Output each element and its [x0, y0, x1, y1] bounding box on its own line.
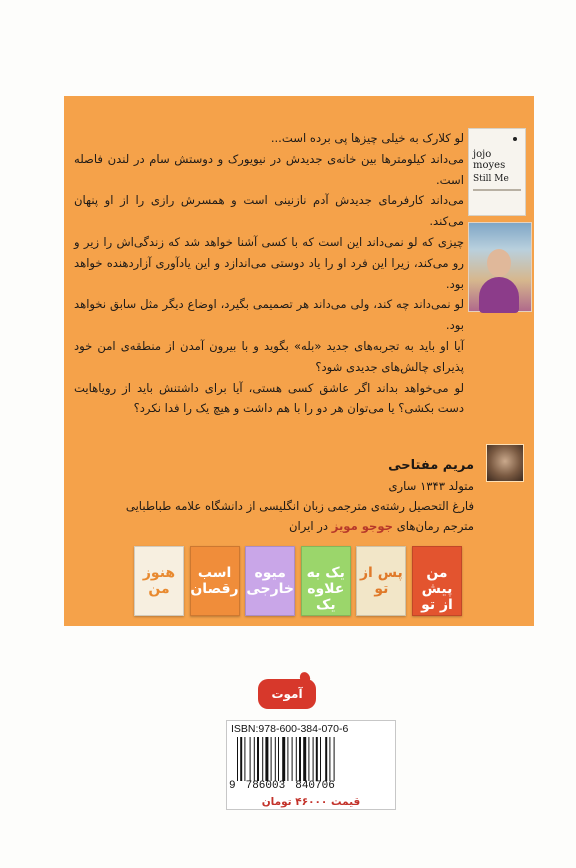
blurb-line: آیا او باید به تجربه‌های جدید «بله» بگوید و با بیرون آمدن از منطقه‌ی امن خود پذیرای چالش‌های جدیدی شود؟	[74, 338, 464, 374]
book-thumbnail	[301, 546, 351, 616]
bird-icon	[513, 137, 517, 141]
barcode-bar	[334, 737, 335, 781]
price-label: قیمت ۴۶۰۰۰ تومان	[261, 796, 361, 808]
book-thumbnail-title: میوه خارجی	[246, 565, 295, 597]
translator-works-author: جوجو مویز	[331, 519, 394, 533]
barcode-bar	[320, 737, 321, 781]
original-book-cover	[468, 128, 526, 216]
publisher-logo	[258, 679, 316, 709]
blurb-line: لو کلارک به خیلی چیزها پی برده است...	[270, 131, 464, 145]
translator-born: متولد ۱۳۴۳ ساری	[388, 479, 474, 493]
blurb-line: چیزی که لو نمی‌داند این است که با کسی آشنا خواهد شد که زندگی‌اش را زیر و رو می‌کند، زیرا این فرد او را یاد دوستی می‌اندازد و این یادآوری آزاردهنده خواهد بود.	[74, 234, 464, 291]
barcode-bar	[278, 737, 279, 781]
barcode-bar	[265, 737, 268, 781]
barcode-bar	[329, 737, 330, 781]
barcode-bar	[316, 737, 318, 781]
isbn-text: ISBN:978-600-384-070-6	[231, 723, 349, 735]
translator-education: فارغ التحصیل رشته‌ی مترجمی زبان انگلیسی از دانشگاه علامه طباطبایی	[125, 499, 474, 513]
barcode-icon	[235, 737, 389, 781]
book-thumbnail-title: اسب رقصان	[190, 565, 239, 597]
blurb-line: لو می‌خواهد بداند اگر عاشق کسی هستی، آیا برای داشتنش باید از رویاهایت دست بکشی؟ یا می‌توان هر دو را با هم داشت و هیچ یک را فدا نکرد؟	[74, 380, 464, 416]
book-thumbnail-title: یک به علاوه یک	[306, 565, 345, 613]
barcode-bar	[287, 737, 288, 781]
barcode-bar	[325, 737, 327, 781]
translator-works	[74, 516, 474, 536]
barcode-digit-group: 786003	[245, 780, 286, 792]
original-book-title: Still Me	[473, 174, 509, 184]
barcode-bar	[257, 737, 259, 781]
barcode-bar	[296, 737, 297, 781]
barcode-card	[226, 720, 396, 810]
book-thumbnail	[134, 546, 184, 616]
barcode-bar	[275, 737, 276, 781]
book-thumbnail-title: هنوز من	[142, 565, 176, 597]
barcode-bar	[244, 737, 245, 781]
barcode-bar	[271, 737, 272, 781]
barcode-bar	[313, 737, 314, 781]
book-thumbnail	[190, 546, 240, 616]
blurb-line: لو نمی‌داند چه کند، ولی می‌داند هر تصمیمی بگیرد، اوضاع دیگر مثل سابق نخواهد بود.	[74, 297, 464, 333]
book-thumbnail	[245, 546, 295, 616]
author-photo	[468, 222, 532, 312]
book-thumbnail	[412, 546, 462, 616]
barcode-digit-group: 840706	[295, 780, 335, 792]
translator-works-suffix: در ایران	[289, 519, 329, 533]
barcode-bar	[262, 737, 263, 781]
book-thumbnail	[356, 546, 406, 616]
author-face	[487, 249, 511, 277]
publisher-name: آموت	[271, 687, 303, 701]
barcode-bar	[282, 737, 285, 781]
blurb-line: می‌داند کارفرمای جدیدش آدم نازنینی است و همسرش رازی را از او پنهان می‌کند.	[74, 193, 464, 229]
translator-photo	[486, 444, 524, 482]
barcode-bar	[292, 737, 293, 781]
barcode-bar	[254, 737, 255, 781]
orange-panel	[64, 96, 534, 626]
translator-name: مریم مفتاحی	[388, 458, 474, 473]
barcode-bar	[250, 737, 251, 781]
barcode-bar	[308, 737, 309, 781]
translator-info	[74, 456, 474, 536]
book-blurb	[74, 128, 464, 419]
author-scarf	[479, 277, 519, 313]
barcode-bar	[237, 737, 238, 781]
barcode-bar	[303, 737, 306, 781]
book-thumbnail-title: من پیش از تو	[421, 565, 453, 613]
barcode-bar	[240, 737, 242, 781]
divider	[473, 189, 521, 191]
translated-books-row	[134, 546, 462, 616]
book-thumbnail-title: پس از تو	[359, 565, 403, 597]
translator-works-prefix: مترجم رمان‌های	[396, 519, 474, 533]
blurb-line: می‌داند کیلومترها بین خانه‌ی جدیدش در نیویورک و دوستش سام در لندن فاصله است.	[74, 151, 464, 187]
barcode-digit-group: 9	[229, 780, 236, 792]
barcode-number	[229, 780, 393, 792]
barcode-bar	[299, 737, 301, 781]
original-author-name: jojo moyes	[473, 149, 506, 171]
